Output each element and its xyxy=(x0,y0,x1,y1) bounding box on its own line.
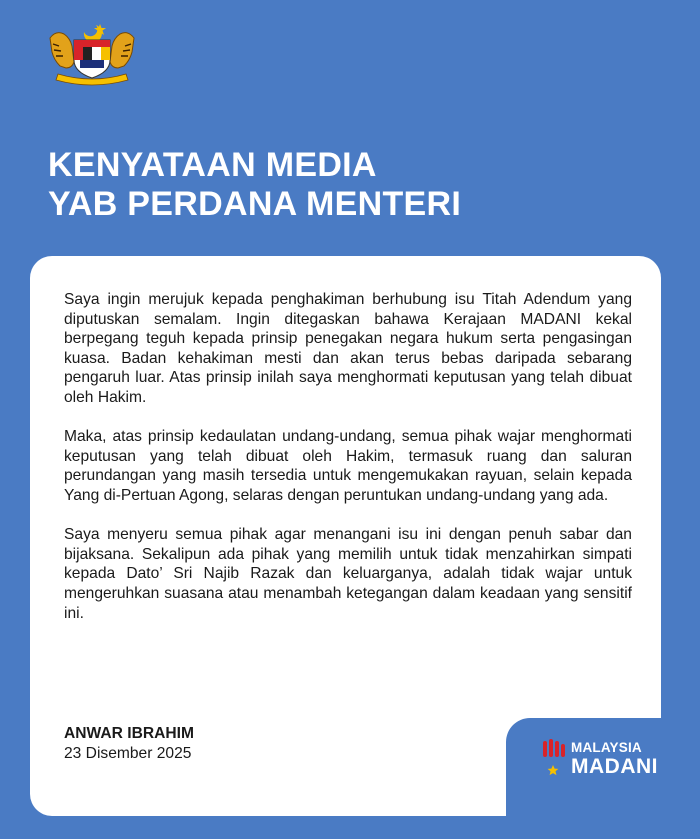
malaysia-madani-mark-icon xyxy=(539,739,567,779)
statement-paragraph-2: Maka, atas prinsip kedaulatan undang-undang, semua pihak wajar menghormati keputusan yang telah dibuat oleh Hakim, termasuk ruang dan saluran perundangan yang masih tersedia untuk mengemukakan rayuan, selain kepada Yang di-Pertuan Agong, selaras dengan peruntukan undang-undang yang ada. xyxy=(64,428,632,504)
title-line-1: KENYATAAN MEDIA xyxy=(48,146,377,184)
statement-date: 23 Disember 2025 xyxy=(64,745,192,762)
statement-body xyxy=(64,290,632,643)
statement-paragraph-1: Saya ingin merujuk kepada penghakiman berhubung isu Titah Adendum yang diputuskan semalam. Ingin ditegaskan bahawa Kerajaan MADANI kekal berpegang teguh kepada prinsip penegakan negara hukum serta pengasingan kuasa. Badan kehakiman mesti dan akan terus bebas daripada sebarang pengaruh luar. Atas prinsip inilah saya menghormati keputusan yang telah dibuat oleh Hakim. xyxy=(64,291,632,406)
page-title xyxy=(48,146,648,224)
madani-wordmark-line-1: MALAYSIA xyxy=(571,740,642,755)
malaysia-coat-of-arms-icon xyxy=(44,22,140,88)
malaysia-madani-logo xyxy=(539,737,661,781)
statement-paragraph-3: Saya menyeru semua pihak agar menangani isu ini dengan penuh sabar dan bijaksana. Sekalipun ada pihak yang memilih untuk tidak menzahirkan simpati kepada Dato’ Sri Najib Razak dan keluarganya, adalah tidak wajar untuk mengeruhkan suasana atau menambah ketegangan dalam keadaan yang sensitif ini. xyxy=(64,526,632,622)
signature-block xyxy=(64,724,194,764)
madani-wordmark xyxy=(571,740,658,778)
title-line-2: YAB PERDANA MENTERI xyxy=(48,185,462,223)
signatory-name: ANWAR IBRAHIM xyxy=(64,725,194,742)
madani-wordmark-line-2: MADANI xyxy=(571,755,658,778)
